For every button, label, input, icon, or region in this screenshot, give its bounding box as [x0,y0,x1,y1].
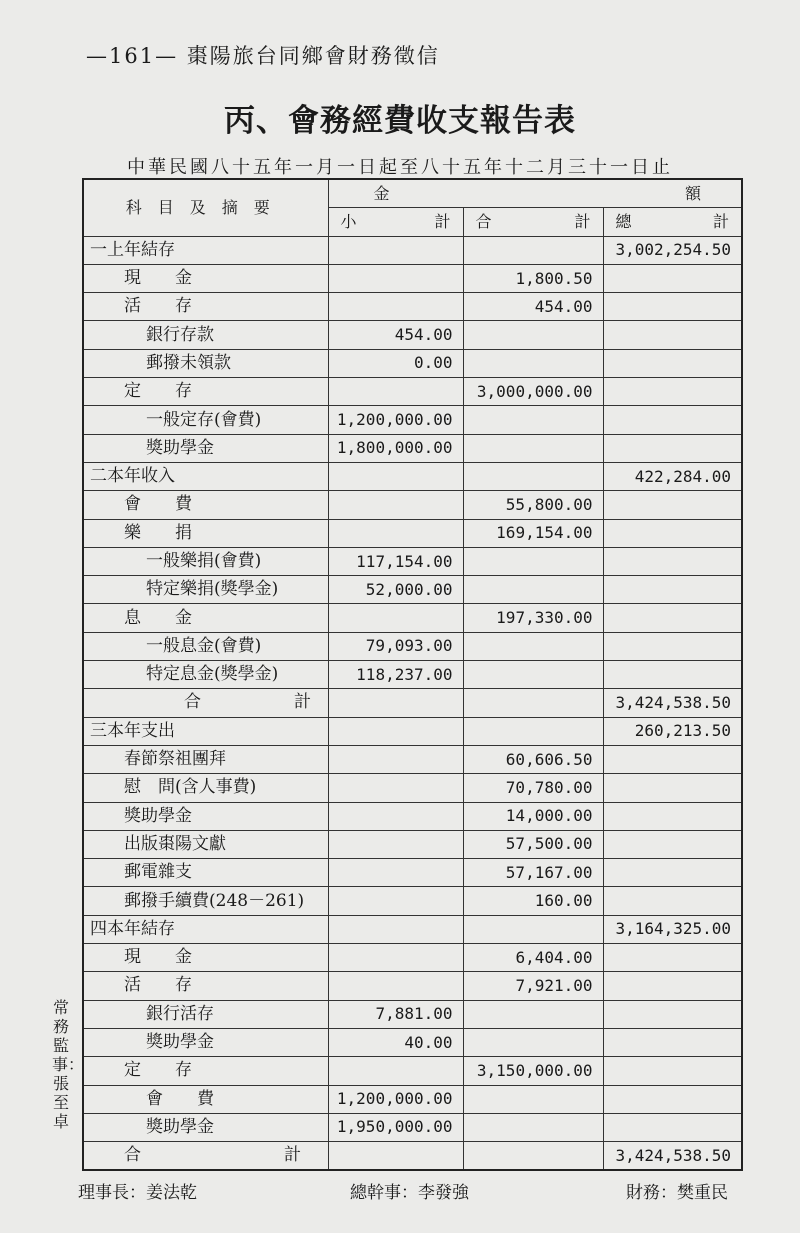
total-cell [603,944,742,972]
table-row [83,378,742,406]
total-cell [603,321,742,349]
total-cell [603,887,742,915]
table-row [83,236,742,264]
table-row [83,349,742,377]
row-label: 活 存 [83,972,328,1000]
row-label: 銀行活存 [83,1000,328,1028]
total-cell [603,1085,742,1113]
subtotal-cell: 0.00 [328,349,463,377]
total-cell [603,972,742,1000]
subtotal-cell [328,802,463,830]
total-row [83,689,742,717]
row-label: 四本年結存 [83,915,328,943]
sum-cell: 70,780.00 [463,774,603,802]
total-cell [603,1057,742,1085]
sum-header: 合 計 [463,208,603,236]
total-cell [603,745,742,773]
table-row [83,887,742,915]
amount-header-left: 金 [373,183,390,203]
table-row [83,1028,742,1056]
total-cell: 3,002,254.50 [603,236,742,264]
row-label: 出版棗陽文獻 [83,830,328,858]
report-period: 中華民國八十五年一月一日起至八十五年十二月三十一日止 [127,157,673,178]
subtotal-cell [328,887,463,915]
table-row [83,661,742,689]
row-label: 獎助學金 [83,802,328,830]
finance-signature: 財務：樊重民 [626,1183,728,1203]
total-cell [603,547,742,575]
row-label: 會 費 [83,491,328,519]
total-cell [603,576,742,604]
table-row [83,462,742,490]
row-label: 一般定存(會費) [83,406,328,434]
subtotal-cell [328,859,463,887]
subtotal-cell [328,1057,463,1085]
subtotal-header: 小 計 [328,208,463,236]
subtotal-cell: 7,881.00 [328,1000,463,1028]
table-row [83,321,742,349]
subtotal-cell: 454.00 [328,321,463,349]
subtotal-cell: 79,093.00 [328,632,463,660]
sum-cell [463,1113,603,1141]
table-row [83,944,742,972]
sum-cell: 197,330.00 [463,604,603,632]
sum-cell: 14,000.00 [463,802,603,830]
table-row [83,632,742,660]
row-label: 合 計 [83,1142,328,1171]
total-cell: 3,424,538.50 [603,689,742,717]
row-label: 慰 問(含人事費) [83,774,328,802]
page-header: —161— 棗陽旅台同鄉會財務徵信 [86,44,440,68]
sum-cell [463,1000,603,1028]
total-header: 總 計 [603,208,742,236]
table-row [83,1000,742,1028]
table-row [83,491,742,519]
row-label: 銀行存款 [83,321,328,349]
table-header-row [83,179,742,208]
finance-table [82,178,743,1171]
row-label: 郵撥手續費(248－261) [83,887,328,915]
total-cell [603,434,742,462]
sum-cell [463,1142,603,1171]
sum-cell: 55,800.00 [463,491,603,519]
total-cell: 260,213.50 [603,717,742,745]
secretary-signature: 總幹事：李發強 [350,1183,469,1203]
table-row [83,576,742,604]
total-cell [603,604,742,632]
sum-cell [463,689,603,717]
sum-cell: 57,167.00 [463,859,603,887]
subtotal-cell: 1,800,000.00 [328,434,463,462]
chairman-signature: 理事長：姜法乾 [78,1183,197,1203]
table-row [83,972,742,1000]
subtotal-cell [328,915,463,943]
row-label: 郵電雜支 [83,859,328,887]
table-row [83,830,742,858]
amount-header-right: 額 [685,183,702,203]
table-row [83,406,742,434]
row-label: 三本年支出 [83,717,328,745]
row-label: 現 金 [83,944,328,972]
table-row [83,293,742,321]
sum-cell: 6,404.00 [463,944,603,972]
sum-cell: 169,154.00 [463,519,603,547]
subtotal-cell: 1,200,000.00 [328,1085,463,1113]
row-label: 一般息金(會費) [83,632,328,660]
table-row [83,915,742,943]
sum-cell [463,406,603,434]
sum-cell [463,1085,603,1113]
sum-cell [463,661,603,689]
sum-cell [463,462,603,490]
total-cell [603,1113,742,1141]
row-label: 郵撥未領款 [83,349,328,377]
total-cell [603,349,742,377]
total-cell [603,378,742,406]
subtotal-cell: 1,950,000.00 [328,1113,463,1141]
table-row [83,434,742,462]
sum-cell: 1,800.50 [463,264,603,292]
sum-cell [463,632,603,660]
row-label: 定 存 [83,1057,328,1085]
row-label: 獎助學金 [83,1113,328,1141]
total-cell [603,491,742,519]
total-cell: 3,424,538.50 [603,1142,742,1171]
row-label: 一上年結存 [83,236,328,264]
total-cell [603,661,742,689]
row-label: 特定樂捐(獎學金) [83,576,328,604]
report-title: 丙、會務經費收支報告表 [224,103,576,139]
row-label: 會 費 [83,1085,328,1113]
subtotal-cell [328,972,463,1000]
sum-cell [463,576,603,604]
subtotal-cell: 40.00 [328,1028,463,1056]
subtotal-cell [328,462,463,490]
table-row [83,717,742,745]
row-label: 合 計 [83,689,328,717]
row-label: 春節祭祖團拜 [83,745,328,773]
table-row [83,802,742,830]
sum-cell [463,717,603,745]
sum-cell [463,236,603,264]
total-cell [603,632,742,660]
amount-header [328,179,742,208]
table-row [83,745,742,773]
total-cell [603,1000,742,1028]
subtotal-cell [328,1142,463,1171]
row-label: 獎助學金 [83,434,328,462]
table-row [83,604,742,632]
total-row [83,1142,742,1171]
total-cell: 422,284.00 [603,462,742,490]
sum-cell: 60,606.50 [463,745,603,773]
row-label: 獎助學金 [83,1028,328,1056]
total-cell [603,859,742,887]
total-cell [603,293,742,321]
table-row [83,774,742,802]
total-cell [603,830,742,858]
sum-cell: 7,921.00 [463,972,603,1000]
sum-cell [463,434,603,462]
subtotal-cell: 117,154.00 [328,547,463,575]
table-row [83,547,742,575]
subtotal-cell [328,519,463,547]
table-row [83,519,742,547]
total-cell: 3,164,325.00 [603,915,742,943]
row-label: 定 存 [83,378,328,406]
supervisor-note: 常務監事：張至卓 [52,998,85,1131]
sum-cell: 57,500.00 [463,830,603,858]
table-row [83,859,742,887]
total-cell [603,406,742,434]
subject-header: 科目及摘要 [83,179,328,236]
table-row [83,264,742,292]
table-row [83,1057,742,1085]
sum-cell [463,547,603,575]
total-cell [603,264,742,292]
sum-cell [463,915,603,943]
subtotal-cell [328,293,463,321]
row-label: 一般樂捐(會費) [83,547,328,575]
row-label: 樂 捐 [83,519,328,547]
subtotal-cell [328,689,463,717]
subtotal-cell [328,717,463,745]
subtotal-cell [328,491,463,519]
subtotal-cell [328,264,463,292]
total-cell [603,1028,742,1056]
sum-cell: 160.00 [463,887,603,915]
subtotal-cell: 52,000.00 [328,576,463,604]
table-row [83,1085,742,1113]
subtotal-cell: 1,200,000.00 [328,406,463,434]
sum-cell: 3,000,000.00 [463,378,603,406]
subtotal-cell [328,745,463,773]
subtotal-cell [328,774,463,802]
table-row [83,1113,742,1141]
subtotal-cell [328,604,463,632]
total-cell [603,519,742,547]
subtotal-cell [328,236,463,264]
row-label: 息 金 [83,604,328,632]
total-cell [603,802,742,830]
row-label: 活 存 [83,293,328,321]
row-label: 二本年收入 [83,462,328,490]
sum-cell [463,349,603,377]
subtotal-cell [328,944,463,972]
subtotal-cell [328,378,463,406]
sum-cell [463,1028,603,1056]
subtotal-cell: 118,237.00 [328,661,463,689]
sum-cell: 454.00 [463,293,603,321]
subtotal-cell [328,830,463,858]
row-label: 現 金 [83,264,328,292]
total-cell [603,774,742,802]
sum-cell [463,321,603,349]
sum-cell: 3,150,000.00 [463,1057,603,1085]
row-label: 特定息金(獎學金) [83,661,328,689]
